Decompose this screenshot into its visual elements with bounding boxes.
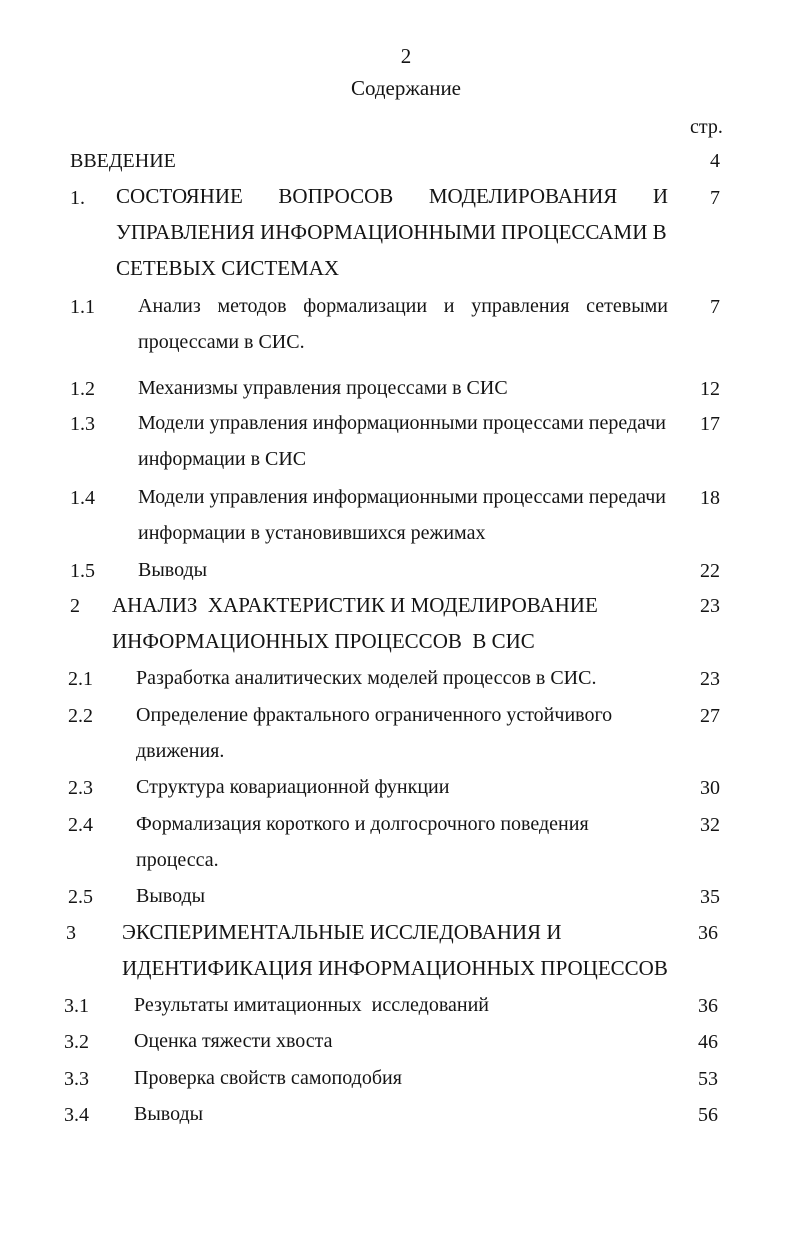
toc-entry-num: 1.3 <box>70 413 95 435</box>
toc-entry-title <box>134 1096 664 1132</box>
toc-entry-line: Проверка свойств самоподобия <box>134 1067 402 1089</box>
toc-entry-line: Структура ковариационной функции <box>136 776 450 798</box>
toc-entry-page: 53 <box>698 1068 718 1090</box>
toc-entry-title <box>112 587 664 659</box>
toc-entry-page: 22 <box>700 560 720 582</box>
toc-entry-page: 46 <box>698 1031 718 1053</box>
toc-entry-title <box>138 288 668 360</box>
toc-entry-line: информации в установившихся режимах <box>138 522 486 544</box>
toc-entry-page: 17 <box>700 413 720 435</box>
toc-entry-title <box>136 806 666 878</box>
toc-entry-title <box>136 769 666 805</box>
toc-entry-page: 36 <box>698 922 718 944</box>
toc-entry-line: процесса. <box>136 849 219 871</box>
toc-entry-title <box>138 479 668 551</box>
toc-entry-title <box>134 1060 664 1096</box>
toc-entry-page: 12 <box>700 378 720 400</box>
toc-entry-title <box>136 660 666 696</box>
page-column-label: стр. <box>690 116 723 138</box>
toc-entry-title <box>136 878 666 914</box>
toc-entry-num: 3 <box>66 922 76 944</box>
toc-entry-line: СОСТОЯНИЕ ВОПРОСОВ МОДЕЛИРОВАНИЯ И <box>116 184 668 208</box>
toc-entry-page: 56 <box>698 1104 718 1126</box>
toc-entry-line: Разработка аналитических моделей процессов в СИС. <box>136 667 597 689</box>
toc-entry-num: 1.1 <box>70 296 95 318</box>
toc-entry-num: 2.5 <box>68 886 93 908</box>
toc-entry-line: Результаты имитационных исследований <box>134 994 490 1016</box>
toc-title: Содержание <box>350 76 462 100</box>
toc-entry-num: 2.1 <box>68 668 93 690</box>
toc-entry-title <box>138 370 668 406</box>
toc-entry-line: процессами в СИС. <box>138 331 305 353</box>
toc-entry-title <box>134 1023 664 1059</box>
toc-entry-line: Формализация короткого и долгосрочного поведения <box>136 813 589 835</box>
toc-entry-page: 35 <box>700 886 720 908</box>
page-number: 2 <box>400 44 412 68</box>
toc-entry-line: ИНФОРМАЦИОННЫХ ПРОЦЕССОВ В СИС <box>112 629 535 653</box>
toc-entry-line: Выводы <box>136 885 206 907</box>
toc-entry-num: 1. <box>70 187 85 209</box>
toc-entry-page: 36 <box>698 995 718 1017</box>
toc-entry-title <box>134 987 664 1023</box>
toc-entry-line: движения. <box>136 740 225 762</box>
toc-entry-num: 1.4 <box>70 487 95 509</box>
toc-entry-page: 32 <box>700 814 720 836</box>
toc-entry-num: 3.2 <box>64 1031 89 1053</box>
toc-entry-num: 3.1 <box>64 995 89 1017</box>
toc-entry-page: 27 <box>700 705 720 727</box>
toc-entry-num: 3.3 <box>64 1068 89 1090</box>
toc-entry-line: ИДЕНТИФИКАЦИЯ ИНФОРМАЦИОННЫХ ПРОЦЕССОВ <box>122 956 668 980</box>
toc-entry-num: 2.4 <box>68 814 93 836</box>
toc-entry-num: 1.5 <box>70 560 95 582</box>
toc-entry-line: информации в СИС <box>138 448 307 470</box>
toc-entry-page: 7 <box>710 296 720 318</box>
toc-entry-line: Анализ методов формализации и управления сетевыми <box>138 295 668 317</box>
toc-entry-line: Определение фрактального ограниченного устойчивого <box>136 704 613 726</box>
toc-entry-num: 2.2 <box>68 705 93 727</box>
toc-entry-title <box>136 697 666 769</box>
toc-entry-line: Выводы <box>134 1103 204 1125</box>
toc-entry-num: 1.2 <box>70 378 95 400</box>
toc-entry-line: СЕТЕВЫХ СИСТЕМАХ <box>116 256 340 280</box>
toc-entry-num: 2 <box>70 595 80 617</box>
toc-entry-page: 18 <box>700 487 720 509</box>
toc-entry-line: Оценка тяжести хвоста <box>134 1030 333 1052</box>
toc-entry-intro-title: ВВЕДЕНИЕ <box>70 150 176 172</box>
toc-entry-page: 7 <box>710 187 720 209</box>
toc-entry-page: 23 <box>700 668 720 690</box>
toc-entry-title <box>122 914 668 986</box>
toc-entry-line: ЭКСПЕРИМЕНТАЛЬНЫЕ ИССЛЕДОВАНИЯ И <box>122 920 562 944</box>
toc-entry-page: 30 <box>700 777 720 799</box>
toc-entry-title <box>116 178 668 286</box>
toc-entry-title <box>138 405 668 477</box>
toc-entry-num: 2.3 <box>68 777 93 799</box>
toc-entry-title <box>138 552 668 588</box>
toc-entry-line: Модели управления информационными процессами передачи <box>138 486 666 508</box>
toc-entry-page: 23 <box>700 595 720 617</box>
toc-entry-line: Механизмы управления процессами в СИС <box>138 377 508 399</box>
toc-entry-line: Выводы <box>138 559 208 581</box>
toc-entry-line: Модели управления информационными процессами передачи <box>138 412 666 434</box>
toc-entry-intro-page: 4 <box>710 150 720 172</box>
toc-entry-line: УПРАВЛЕНИЯ ИНФОРМАЦИОННЫМИ ПРОЦЕССАМИ В <box>116 220 667 244</box>
toc-entry-num: 3.4 <box>64 1104 89 1126</box>
toc-entry-line: АНАЛИЗ ХАРАКТЕРИСТИК И МОДЕЛИРОВАНИЕ <box>112 593 598 617</box>
